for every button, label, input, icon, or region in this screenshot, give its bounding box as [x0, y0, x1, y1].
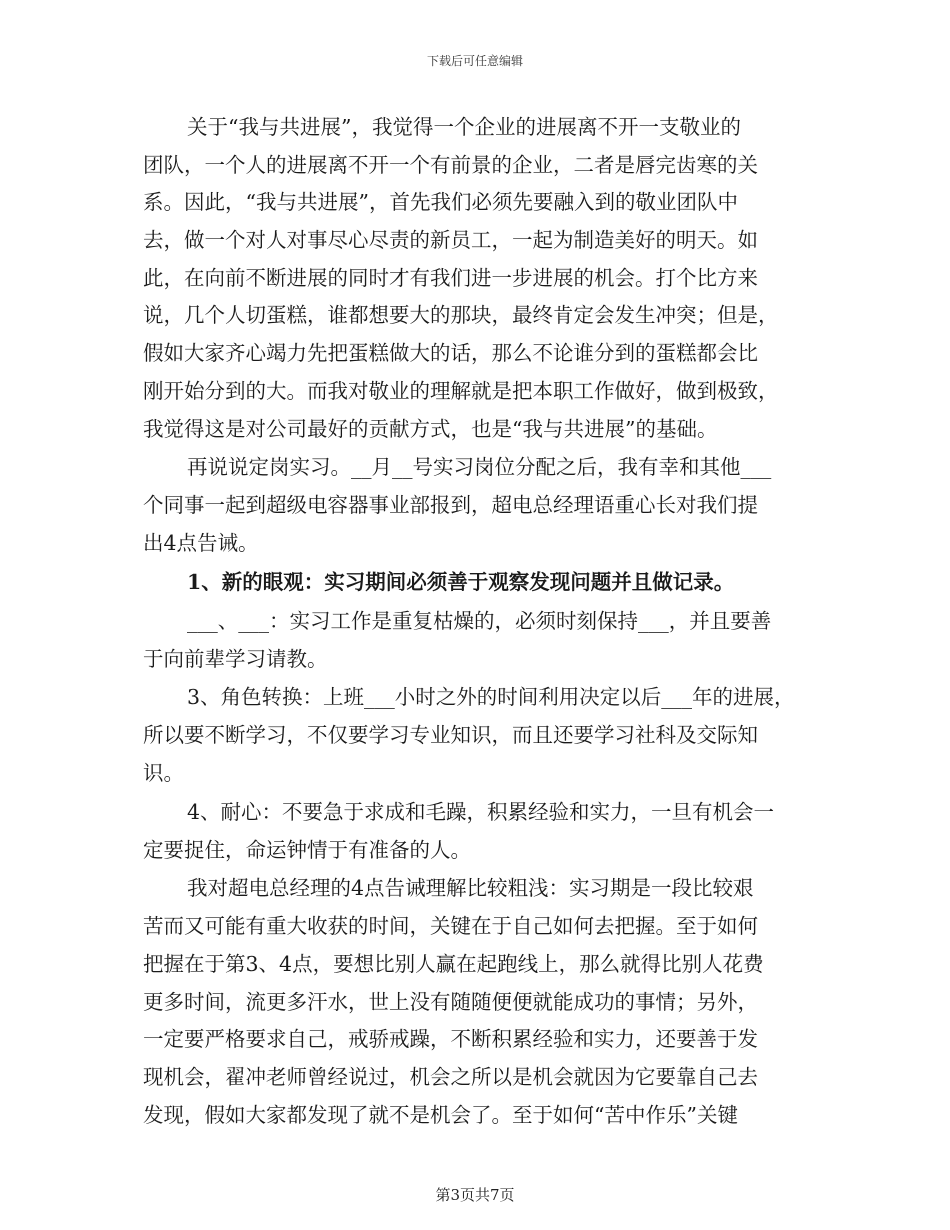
text-line: 发现，假如大家都发现了就不是机会了。至于如何“苦中作乐”关键 [143, 1102, 738, 1127]
text-line: 一定要严格要求自己，戒骄戒躁，不断积累经验和实力，还要善于发 [143, 1027, 758, 1052]
text-line: 说，几个人切蛋糕，谁都想要大的那块，最终肯定会发生冲突；但是， [143, 303, 779, 328]
text-line: 更多时间，流更多汗水，世上没有随随便便就能成功的事情；另外， [143, 989, 758, 1014]
text-line: 4、耐心：不要急于求成和毛躁，积累经验和实力，一旦有机会一 [187, 799, 775, 824]
text-line: 假如大家齐心竭力先把蛋糕做大的话，那么不论谁分到的蛋糕都会比 [143, 341, 758, 366]
text-line: 3、角色转换：上班___小时之外的时间利用决定以后___年的进展， [187, 685, 795, 710]
page-footer: 第3页共7页 [435, 1186, 515, 1204]
text-line: 所以要不断学习，不仅要学习专业知识，而且还要学习社科及交际知 [143, 723, 758, 748]
text-line: 出4点告诫。 [143, 530, 259, 555]
text-line: 系。因此，“我与共进展”，首先我们必须先要融入到的敬业团队中 [143, 190, 738, 215]
text-line: 个同事一起到超级电容器事业部报到，超电总经理语重心长对我们提 [143, 493, 758, 518]
text-line: 我对超电总经理的4点告诫理解比较粗浅：实习期是一段比较艰 [187, 876, 754, 901]
text-line: 现机会，翟冲老师曾经说过，机会之所以是机会就因为它要靠自己去 [143, 1065, 758, 1090]
document-body [143, 109, 808, 1134]
text-line: 把握在于第3、4点，要想比别人赢在起跑线上，那么就得比别人花费 [143, 952, 764, 976]
list-item-heading: 1、新的眼观：实习期间必须善于观察发现问题并且做记录。 [187, 569, 735, 594]
text-line: 于向前辈学习请教。 [143, 646, 328, 671]
text-line: 苦而又可能有重大收获的时间，关键在于自己如何去把握。至于如何 [143, 914, 758, 939]
text-line: 再说说定岗实习。__月__号实习岗位分配之后，我有幸和其他___ [187, 455, 772, 480]
text-line: 关于“我与共进展”，我觉得一个企业的进展离不开一支敬业的 [187, 115, 741, 139]
text-line: 刚开始分到的大。而我对敬业的理解就是把本职工作做好，做到极致， [143, 378, 779, 403]
text-line: 此，在向前不断进展的同时才有我们进一步进展的机会。打个比方来 [143, 265, 758, 290]
page-header: 下载后可任意编辑 [426, 54, 523, 68]
text-line: 去，做一个对人对事尽心尽责的新员工，一起为制造美好的明天。如 [143, 228, 758, 253]
text-line: 识。 [143, 760, 184, 785]
text-line: 我觉得这是对公司最好的贡献方式，也是“我与共进展”的基础。 [143, 416, 718, 441]
text-line: 定要捉住，命运钟情于有准备的人。 [143, 837, 471, 862]
text-line: 团队，一个人的进展离不开一个有前景的企业，二者是唇完齿寒的关 [143, 152, 758, 177]
text-line: ___、___：实习工作是重复枯燥的，必须时刻保持___，并且要善 [187, 608, 772, 633]
